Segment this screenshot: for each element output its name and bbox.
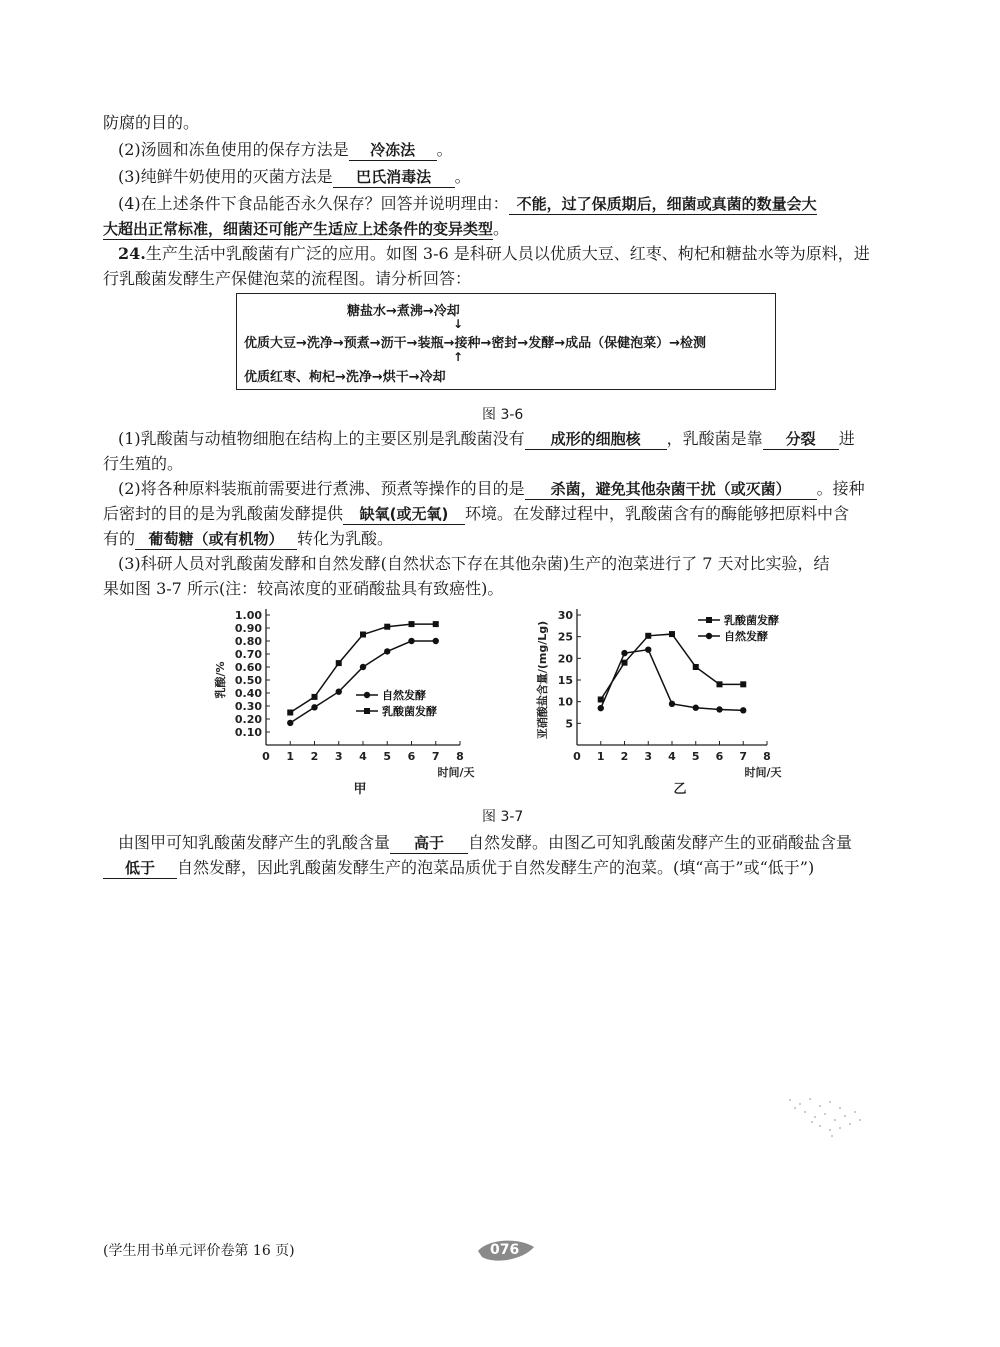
data-point bbox=[716, 706, 722, 712]
data-point bbox=[740, 681, 746, 687]
x-axis-label: 时间/天 bbox=[744, 766, 782, 779]
y-axis-label: 亚硝酸盐含量/(mg/Lg) bbox=[536, 620, 549, 740]
flow-row-2: 优质大豆→洗净→预煮→沥干→装瓶→接种→密封→发酵→成品（保健泡菜）→检测 bbox=[244, 336, 707, 351]
decorative-dots bbox=[770, 1090, 880, 1150]
legend-marker bbox=[706, 617, 712, 623]
chart-lactic-acid bbox=[210, 605, 500, 805]
data-point bbox=[717, 681, 723, 687]
data-point bbox=[621, 650, 627, 656]
legend-label: 自然发酵 bbox=[724, 630, 768, 643]
question-24-stem: 24.生产生活中乳酸菌有广泛的应用。如图 3-6 是科研人员以优质大豆、红枣、枸杞和糖盐水等为原料，进 bbox=[118, 244, 870, 263]
data-point bbox=[384, 624, 390, 630]
y-tick-label: 0.40 bbox=[234, 687, 262, 700]
legend-marker bbox=[364, 692, 370, 698]
answer-blank: 巴氏消毒法 bbox=[333, 167, 455, 188]
part-2: (2)将各种原料装瓶前需要进行煮沸、预煮等操作的目的是 杀菌，避免其他杂菌干扰（或灭菌） 。接种 bbox=[118, 479, 865, 498]
figure-caption-3-7: 图 3-7 bbox=[482, 809, 524, 825]
answer-blank: 缺氧(或无氧) bbox=[343, 504, 465, 525]
y-tick-label: 0.10 bbox=[234, 726, 262, 739]
data-point bbox=[669, 701, 675, 707]
x-tick-label: 6 bbox=[715, 750, 724, 763]
y-tick-label: 0.80 bbox=[234, 635, 262, 648]
part-2-cont: 后密封的目的是为乳酸菌发酵提供 缺氧(或无氧) 环境。在发酵过程中，乳酸菌含有的酶能够把原料中含 bbox=[103, 504, 850, 523]
x-tick-label: 6 bbox=[407, 750, 416, 763]
x-tick-label: 8 bbox=[456, 750, 464, 763]
chart-title: 甲 bbox=[353, 782, 367, 797]
y-tick-label: 15 bbox=[557, 674, 573, 687]
data-point bbox=[740, 707, 746, 713]
part-3: (3)科研人员对乳酸菌发酵和自然发酵(自然状态下存在其他杂菌)生产的泡菜进行了 7 天对比实验，结 bbox=[118, 554, 830, 573]
y-tick-label: 5 bbox=[565, 717, 573, 731]
answer-blank: 分裂 bbox=[763, 429, 839, 450]
y-tick-label: 1.00 bbox=[234, 609, 262, 622]
x-tick-label: 0 bbox=[262, 750, 270, 763]
question-4: (4)在上述条件下食品能否永久保存？回答并说明理由： 不能，过了保质期后，细菌或真菌的数量会大 bbox=[118, 194, 817, 213]
x-tick-label: 3 bbox=[644, 750, 653, 763]
part-3-cont: 果如图 3-7 所示(注：较高浓度的亚硝酸盐具有致癌性)。 bbox=[103, 579, 504, 598]
data-point bbox=[693, 705, 699, 711]
y-tick-label: 0.50 bbox=[234, 674, 262, 687]
answer-blank: 成形的细胞核 bbox=[525, 429, 667, 450]
x-axis-label: 时间/天 bbox=[437, 766, 475, 779]
chart-nitrite bbox=[530, 605, 820, 805]
answer-blank: 低于 bbox=[103, 858, 177, 879]
question-4-cont: 大超出正常标准，细菌还可能产生适应上述条件的变异类型。 bbox=[103, 219, 510, 238]
x-tick-label: 4 bbox=[668, 750, 676, 763]
y-tick-label: 10 bbox=[557, 695, 573, 709]
data-point bbox=[360, 632, 366, 638]
x-tick-label: 4 bbox=[359, 750, 367, 763]
y-tick-label: 0.60 bbox=[234, 661, 262, 674]
x-tick-label: 7 bbox=[739, 750, 748, 763]
data-point bbox=[598, 705, 604, 711]
answer-blank: 大超出正常标准，细菌还可能产生适应上述条件的变异类型 bbox=[103, 220, 494, 238]
x-tick-label: 1 bbox=[596, 750, 605, 763]
page-number: 076 bbox=[490, 1242, 520, 1258]
data-point bbox=[312, 694, 318, 700]
x-tick-label: 0 bbox=[573, 750, 581, 763]
conclusion-cont: 低于 自然发酵，因此乳酸菌发酵生产的泡菜品质优于自然发酵生产的泡菜。(填“高于”或“低于”) bbox=[103, 857, 814, 879]
question-3: (3)纯鲜牛奶使用的灭菌方法是 巴氏消毒法 。 bbox=[118, 167, 471, 186]
part-1: (1)乳酸菌与动植物细胞在结构上的主要区别是乳酸菌没有 成形的细胞核 ，乳酸菌是靠 分裂 进 bbox=[118, 429, 855, 448]
data-point bbox=[408, 638, 414, 644]
answer-blank: 冷冻法 bbox=[349, 140, 437, 161]
data-point bbox=[311, 704, 317, 710]
data-point bbox=[433, 638, 439, 644]
legend-marker bbox=[706, 633, 712, 639]
flow-row-1: 糖盐水→煮沸→冷却 bbox=[347, 304, 460, 319]
x-tick-label: 3 bbox=[334, 750, 343, 763]
y-tick-label: 0.70 bbox=[234, 648, 262, 661]
flow-arrow-down: ↓ bbox=[453, 317, 464, 331]
legend-label: 乳酸菌发酵 bbox=[724, 614, 779, 627]
legend-marker bbox=[364, 708, 370, 714]
part-1-cont: 行生殖的。 bbox=[103, 454, 184, 473]
x-tick-label: 1 bbox=[286, 750, 295, 763]
question-24-stem-cont: 行乳酸菌发酵生产保健泡菜的流程图。请分析回答： bbox=[103, 269, 472, 288]
answer-blank: 杀菌，避免其他杂菌干扰（或灭菌） bbox=[525, 479, 817, 500]
data-point bbox=[287, 710, 293, 716]
data-point bbox=[287, 720, 293, 726]
data-point bbox=[645, 646, 651, 652]
flow-row-3: 优质红枣、枸杞→洗净→烘干→冷却 bbox=[244, 370, 446, 385]
question-2: (2)汤圆和冻鱼使用的保存方法是 冷冻法 。 bbox=[118, 140, 453, 159]
conclusion: 由图甲可知乳酸菌发酵产生的乳酸含量 高于 自然发酵。由图乙可知乳酸菌发酵产生的亚硝酸盐含量 bbox=[118, 833, 853, 852]
x-tick-label: 5 bbox=[383, 750, 392, 763]
data-point bbox=[645, 633, 651, 639]
x-tick-label: 7 bbox=[431, 750, 440, 763]
part-2-cont-2: 有的 葡萄糖（或有机物） 转化为乳酸。 bbox=[103, 529, 394, 548]
answer-blank: 葡萄糖（或有机物） bbox=[135, 529, 297, 550]
y-tick-label: 0.20 bbox=[234, 713, 262, 726]
data-point bbox=[336, 689, 342, 695]
flowchart bbox=[236, 293, 776, 390]
y-tick-label: 25 bbox=[557, 630, 573, 644]
footer-note: (学生用书单元评价卷第 16 页) bbox=[103, 1243, 295, 1259]
y-tick-label: 20 bbox=[557, 652, 573, 666]
y-tick-label: 0.30 bbox=[234, 700, 262, 713]
y-tick-label: 30 bbox=[557, 609, 573, 622]
y-axis-label: 乳酸/% bbox=[214, 661, 227, 699]
data-point bbox=[409, 621, 415, 627]
x-tick-label: 2 bbox=[620, 750, 629, 763]
x-tick-label: 5 bbox=[691, 750, 700, 763]
legend-label: 乳酸菌发酵 bbox=[382, 705, 437, 718]
data-point bbox=[433, 621, 439, 627]
data-point bbox=[669, 631, 675, 637]
data-point bbox=[336, 660, 342, 666]
y-tick-label: 0.90 bbox=[234, 622, 262, 635]
flow-arrow-up: ↑ bbox=[453, 350, 464, 364]
page-number-badge bbox=[474, 1237, 538, 1265]
x-tick-label: 2 bbox=[310, 750, 319, 763]
answer-blank: 不能，过了保质期后，细菌或真菌的数量会大 bbox=[509, 194, 817, 215]
text-line-1: 防腐的目的。 bbox=[103, 113, 200, 132]
data-point bbox=[384, 648, 390, 654]
data-point bbox=[360, 664, 366, 670]
answer-blank: 高于 bbox=[390, 833, 468, 854]
data-point bbox=[622, 660, 628, 666]
x-tick-label: 8 bbox=[763, 750, 771, 763]
series-line bbox=[601, 634, 744, 699]
legend-label: 自然发酵 bbox=[382, 689, 426, 702]
figure-caption-3-6: 图 3-6 bbox=[482, 407, 524, 423]
chart-title: 乙 bbox=[673, 782, 687, 797]
data-point bbox=[693, 664, 699, 670]
